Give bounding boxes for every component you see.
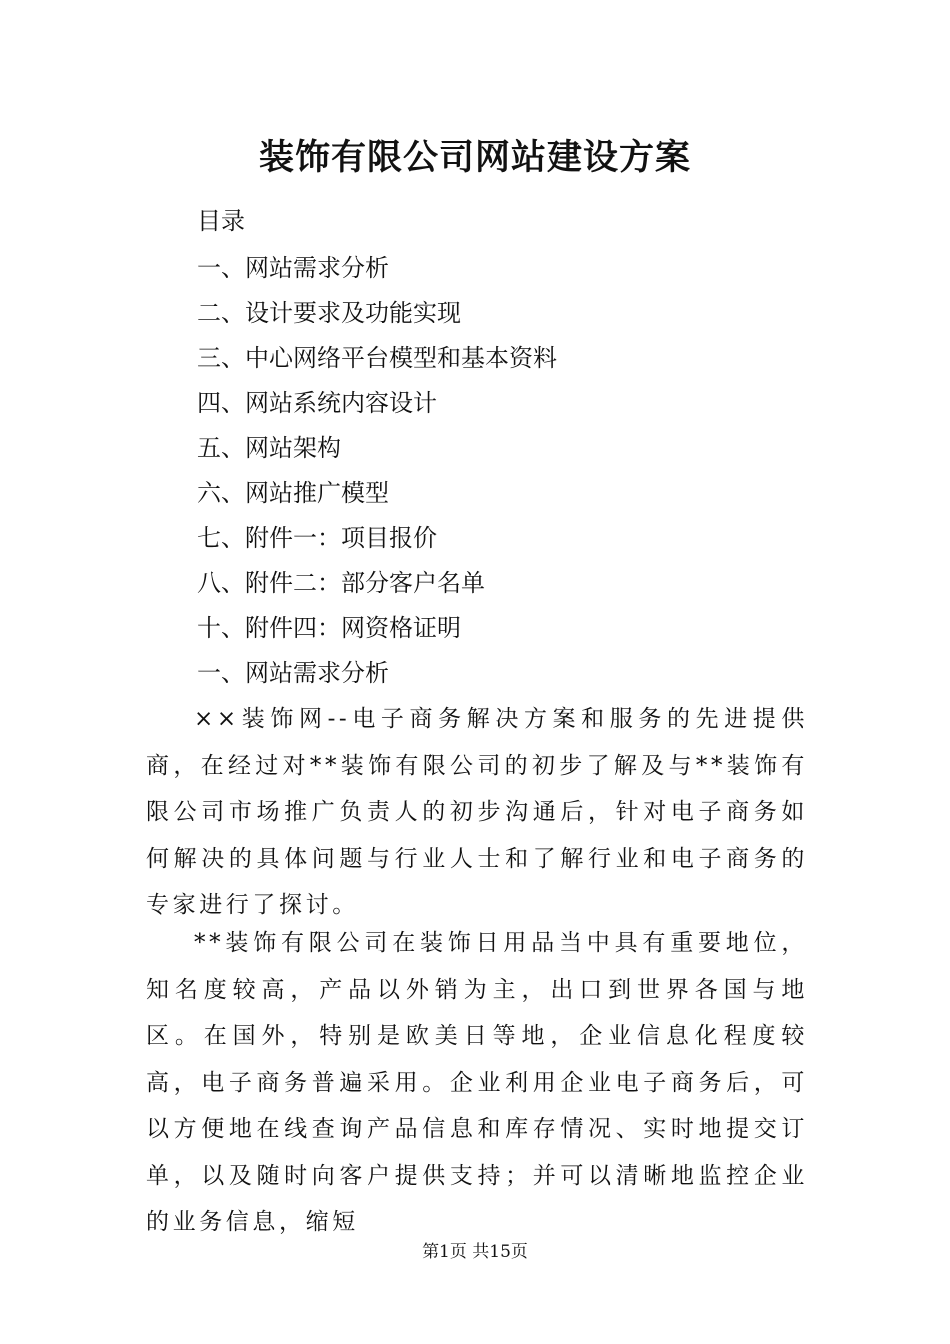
toc-heading: 目录	[197, 207, 245, 235]
toc-item-2: 二、设计要求及功能实现	[197, 299, 461, 327]
toc-item-7: 七、附件一：项目报价	[197, 524, 437, 552]
toc-item-1: 一、网站需求分析	[197, 254, 389, 282]
table-of-contents	[197, 251, 557, 656]
document-title: 装饰有限公司网站建设方案	[258, 137, 691, 178]
toc-item-8: 八、附件二：部分客户名单	[197, 569, 485, 597]
body-paragraph-2: **装饰有限公司在装饰日用品当中具有重要地位，知名度较高，产品以外销为主，出口到世界各国与地区。在国外，特别是欧美日等地，企业信息化程度较高，电子商务普遍采用。企业利用企业电子商务后，可以方便地在线查询产品信息和库存情况、实时地提交订单，以及随时向客户提供支持；并可以清晰地监控企业的业务信息，缩短	[146, 930, 808, 1235]
toc-item-4: 四、网站系统内容设计	[197, 389, 437, 417]
toc-item-6: 六、网站推广模型	[197, 479, 389, 507]
toc-item-10: 十、附件四：网资格证明	[197, 614, 461, 642]
section-heading: 一、网站需求分析	[197, 659, 389, 687]
body-paragraph-1: ××装饰网--电子商务解决方案和服务的先进提供商，在经过对**装饰有限公司的初步了解及与**装饰有限公司市场推广负责人的初步沟通后，针对电子商务如何解决的具体问题与行业人士和了解行业和电子商务的专家进行了探讨。	[146, 706, 808, 918]
toc-item-5: 五、网站架构	[197, 434, 341, 462]
page-footer: 第1页 共15页	[422, 1242, 528, 1262]
toc-item-3: 三、中心网络平台模型和基本资料	[197, 344, 557, 372]
